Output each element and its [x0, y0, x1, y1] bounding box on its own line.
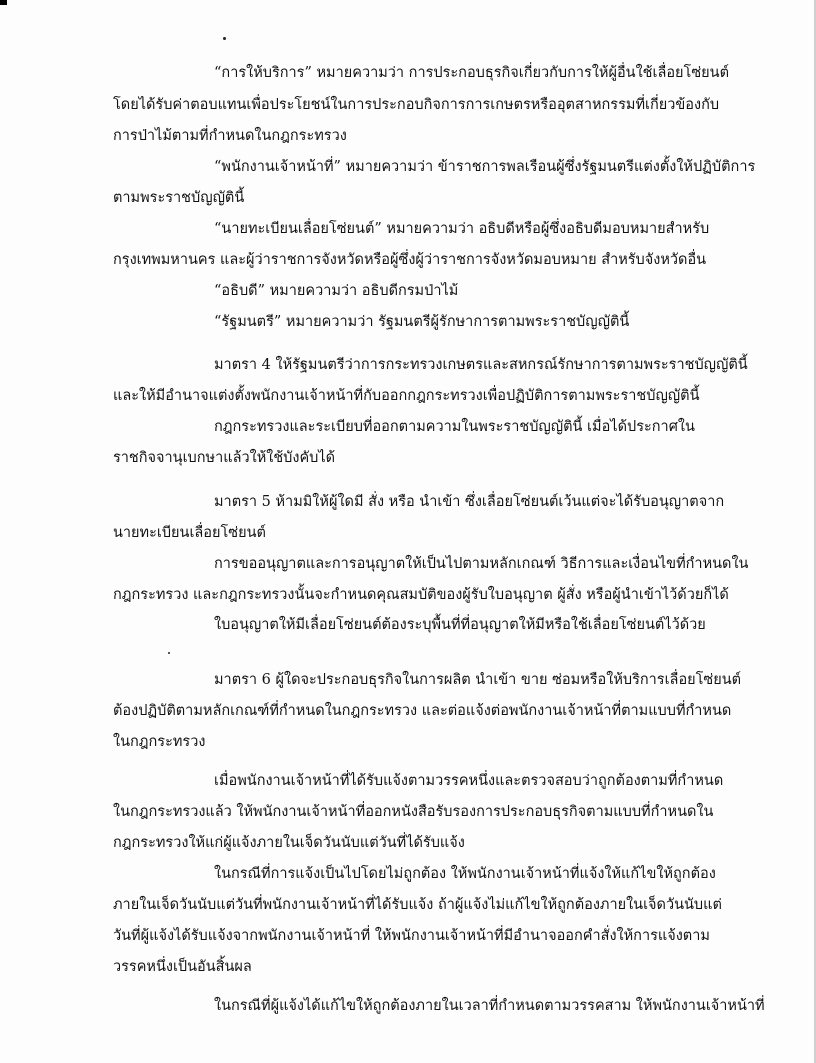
- paragraph-line: กรุงเทพมหานคร และผู้ว่าราชการจังหวัดหรือผู้ซึ่งผู้ว่าราชการจังหวัดมอบหมาย สำหรับจังหวัดอื่น: [113, 252, 707, 268]
- paragraph-line: ภายในเจ็ดวันนับแต่วันที่พนักงานเจ้าหน้าที่ได้รับแจ้ง ถ้าผู้แจ้งไม่แก้ไขให้ถูกต้องภายในเจ็ดวันนับแต่: [113, 897, 722, 913]
- paragraph-line: การป่าไม้ตามที่กำหนดในกฎกระทรวง: [113, 128, 347, 144]
- paragraph-line: วรรคหนึ่งเป็นอันสิ้นผล: [113, 959, 252, 975]
- paragraph-line: “นายทะเบียนเลื่อยโซ่ยนต์” หมายความว่า อธิบดีหรือผู้ซึ่งอธิบดีมอบหมายสำหรับ: [214, 221, 710, 237]
- paragraph-line: ตามพระราชบัญญัตินี้: [113, 190, 245, 206]
- paragraph-line: วันที่ผู้แจ้งได้รับแจ้งจากพนักงานเจ้าหน้าที่ ให้พนักงานเจ้าหน้าที่มีอำนาจออกคำสั่งให้การแจ้งตาม: [113, 928, 710, 944]
- paragraph-line: “การให้บริการ” หมายความว่า การประกอบธุรกิจเกี่ยวกับการให้ผู้อื่นใช้เลื่อยโซ่ยนต์: [214, 65, 730, 81]
- paragraph-line: โดยได้รับค่าตอบแทนเพื่อประโยชน์ในการประกอบกิจการการเกษตรหรืออุตสาหกรรมที่เกี่ยวข้องกับ: [113, 97, 720, 113]
- scan-speck: [168, 652, 170, 654]
- section-4-heading-line: มาตรา 4 ให้รัฐมนตรีว่าการกระทรวงเกษตรและสหกรณ์รักษาการตามพระราชบัญญัตินี้: [214, 357, 748, 373]
- paragraph-line: ใบอนุญาตให้มีเลื่อยโซ่ยนต์ต้องระบุพื้นที่ที่อนุญาตให้มีหรือใช้เลื่อยโซ่ยนต์ไว้ด้วย: [214, 617, 706, 633]
- paragraph-line: ต้องปฏิบัติตามหลักเกณฑ์ที่กำหนดในกฎกระทรวง และต่อแจ้งต่อพนักงานเจ้าหน้าที่ตามแบบที่กำหนด: [113, 703, 732, 719]
- paragraph-line: ในกรณีที่การแจ้งเป็นไปโดยไม่ถูกต้อง ให้พนักงานเจ้าหน้าที่แจ้งให้แก้ไขให้ถูกต้อง: [214, 866, 716, 882]
- paragraph-line: “อธิบดี” หมายความว่า อธิบดีกรมป่าไม้: [214, 283, 459, 299]
- paragraph-line: ในกฎกระทรวง: [113, 734, 206, 750]
- paragraph-line: ในกฎกระทรวงแล้ว ให้พนักงานเจ้าหน้าที่ออกหนังสือรับรองการประกอบธุรกิจตามแบบที่กำหนดใน: [113, 804, 714, 820]
- paragraph-line: กฎกระทรวงให้แก่ผู้แจ้งภายในเจ็ดวันนับแต่วันที่ได้รับแจ้ง: [113, 835, 465, 851]
- paragraph-line: ราชกิจจานุเบกษาแล้วให้ใช้บังคับได้: [113, 450, 336, 466]
- paragraph-line: ในกรณีที่ผู้แจ้งได้แก้ไขให้ถูกต้องภายในเวลาที่กำหนดตามวรรคสาม ให้พนักงานเจ้าหน้าที่: [214, 998, 765, 1014]
- section-6-heading-line: มาตรา 6 ผู้ใดจะประกอบธุรกิจในการผลิต นำเข้า ขาย ซ่อมหรือให้บริการเลื่อยโซ่ยนต์: [214, 672, 742, 688]
- paragraph-line: กฎกระทรวง และกฎกระทรวงนั้นจะกำหนดคุณสมบัติของผู้รับใบอนุญาต ผู้สั่ง หรือผู้นำเข้าไว้ด้วยก็ได้: [113, 587, 729, 603]
- paragraph-line: และให้มีอำนาจแต่งตั้งพนักงานเจ้าหน้าที่กับออกกฎกระทรวงเพื่อปฏิบัติการตามพระราชบัญญัตินี้: [113, 388, 700, 404]
- paragraph-line: “พนักงานเจ้าหน้าที่” หมายความว่า ข้าราชการพลเรือนผู้ซึ่งรัฐมนตรีแต่งตั้งให้ปฏิบัติการ: [214, 159, 756, 175]
- paragraph-line: เมื่อพนักงานเจ้าหน้าที่ได้รับแจ้งตามวรรคหนึ่งและตรวจสอบว่าถูกต้องตามที่กำหนด: [214, 773, 724, 789]
- paragraph-line: กฎกระทรวงและระเบียบที่ออกตามความในพระราชบัญญัตินี้ เมื่อได้ประกาศใน: [214, 419, 695, 435]
- paragraph-line: “รัฐมนตรี” หมายความว่า รัฐมนตรีผู้รักษาการตามพระราชบัญญัตินี้: [214, 314, 630, 330]
- scan-corner-mark: [0, 0, 7, 5]
- scan-speck: [223, 37, 226, 40]
- paragraph-line: นายทะเบียนเลื่อยโซ่ยนต์: [113, 525, 266, 541]
- paragraph-line: การขออนุญาตและการอนุญาตให้เป็นไปตามหลักเกณฑ์ วิธีการและเงื่อนไขที่กำหนดใน: [214, 556, 749, 572]
- section-5-heading-line: มาตรา 5 ห้ามมิให้ผู้ใดมี สั่ง หรือ นำเข้า ซึ่งเลื่อยโซ่ยนต์เว้นแต่จะได้รับอนุญาตจาก: [214, 494, 725, 510]
